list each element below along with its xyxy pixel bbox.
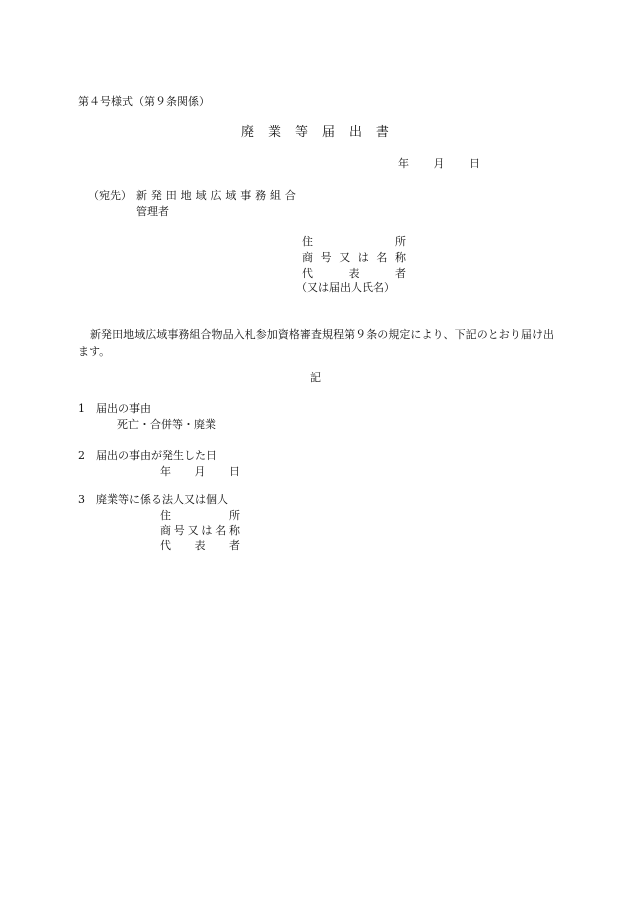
character: 届 bbox=[321, 125, 335, 140]
character: 組 bbox=[270, 189, 282, 202]
notification-reason-options: 死亡・合併等・廃業 bbox=[117, 418, 216, 431]
applicant-representative-label bbox=[302, 268, 406, 279]
entity-representative-label bbox=[160, 540, 240, 551]
character: 合 bbox=[284, 189, 296, 202]
character: 号 bbox=[173, 524, 185, 537]
character: 発 bbox=[150, 189, 162, 202]
character: 新 bbox=[136, 189, 147, 202]
body-text: 新発田地域広域事務組合物品入札参加資格審査規程第９条の規定により、下記のとおり届け出ます。 bbox=[78, 328, 554, 358]
character: 者 bbox=[229, 539, 240, 552]
character: 者 bbox=[395, 267, 406, 280]
character: 名 bbox=[215, 524, 227, 537]
addressee-role: 管理者 bbox=[136, 205, 169, 218]
entity-business-name-label bbox=[160, 525, 240, 536]
character: 又 bbox=[339, 251, 351, 264]
item-number: 3 bbox=[78, 493, 85, 506]
character: 広 bbox=[210, 189, 222, 202]
item-title: 廃業等に係る法人又は個人 bbox=[96, 493, 228, 506]
character: 所 bbox=[395, 235, 406, 248]
applicant-block bbox=[302, 236, 406, 284]
character: 地 bbox=[180, 189, 192, 202]
character: 田 bbox=[165, 189, 177, 202]
character: 年 bbox=[160, 465, 171, 478]
addressee-organization bbox=[136, 190, 296, 201]
character: 表 bbox=[194, 539, 206, 552]
character: 名 bbox=[376, 251, 388, 264]
addressee-label: （宛先） bbox=[88, 189, 132, 202]
character: 等 bbox=[294, 125, 308, 140]
character: 又 bbox=[187, 524, 199, 537]
character: 商 bbox=[302, 251, 313, 264]
character: 月 bbox=[194, 465, 206, 478]
character: 月 bbox=[433, 157, 445, 170]
character: は bbox=[357, 251, 369, 264]
character: 廃 bbox=[241, 125, 255, 140]
character: 所 bbox=[229, 509, 240, 522]
character: 代 bbox=[302, 267, 313, 280]
character: 表 bbox=[348, 267, 360, 280]
character: 代 bbox=[160, 539, 171, 552]
character: 住 bbox=[302, 235, 313, 248]
item-title: 届出の事由が発生した日 bbox=[96, 449, 217, 462]
character: 出 bbox=[348, 125, 362, 140]
entity-address-label bbox=[160, 510, 240, 521]
entity-fields bbox=[160, 510, 240, 555]
character: 称 bbox=[228, 524, 240, 537]
item-number: 2 bbox=[78, 449, 85, 462]
document-title bbox=[241, 126, 389, 139]
character: 日 bbox=[469, 157, 480, 170]
character: 商 bbox=[160, 524, 171, 537]
character: 事 bbox=[240, 189, 252, 202]
submission-date bbox=[398, 158, 480, 169]
occurrence-date bbox=[160, 466, 240, 477]
character: 域 bbox=[195, 189, 207, 202]
character: 域 bbox=[225, 189, 237, 202]
ki-heading: 記 bbox=[310, 371, 321, 384]
applicant-individual-name-label: （又は届出人氏名） bbox=[296, 281, 395, 294]
applicant-address-label bbox=[302, 236, 406, 247]
character: 年 bbox=[398, 157, 409, 170]
item-number: 1 bbox=[78, 402, 85, 415]
character: 称 bbox=[394, 251, 406, 264]
character: 書 bbox=[375, 125, 389, 140]
character: 務 bbox=[255, 189, 267, 202]
form-number: 第４号様式（第９条関係） bbox=[78, 95, 210, 108]
character: 号 bbox=[320, 251, 332, 264]
character: 住 bbox=[160, 509, 171, 522]
item-title: 届出の事由 bbox=[96, 402, 151, 415]
character: は bbox=[201, 524, 213, 537]
character: 日 bbox=[229, 465, 240, 478]
character: 業 bbox=[267, 125, 281, 140]
applicant-business-name-label bbox=[302, 252, 406, 263]
